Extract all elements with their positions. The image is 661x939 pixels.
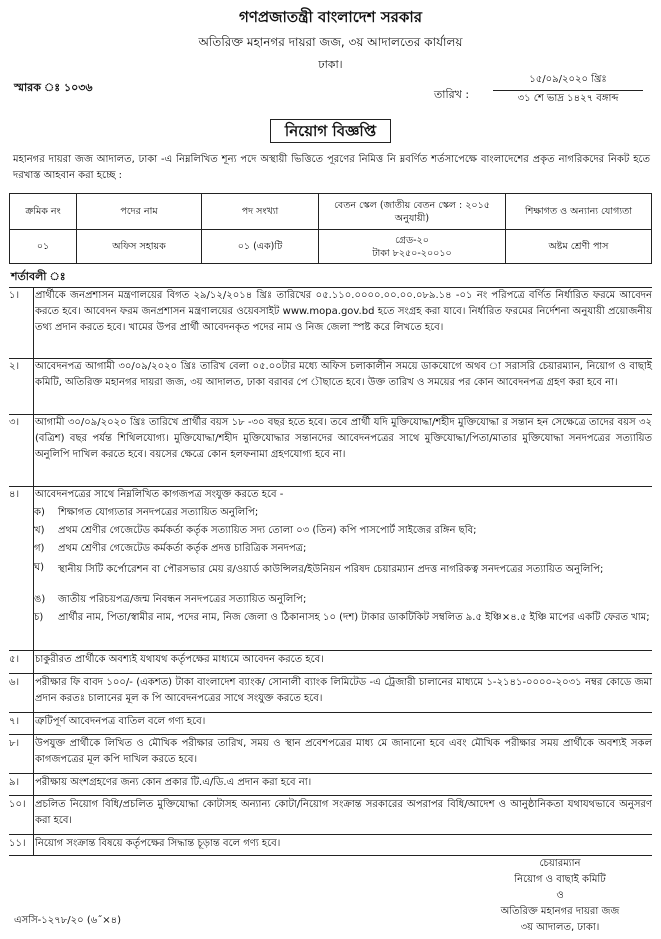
- sub-number: ক): [34, 507, 45, 518]
- cell-qualification: অষ্টম শ্রেণী পাস: [506, 230, 652, 264]
- notice-title: নিয়োগ বিজ্ঞপ্তি: [270, 119, 391, 143]
- sub-text: স্থানীয় সিটি কর্পোরেশন বা পৌরসভার মেয় র/ওয়ার্ড কাউন্সিলর/ইউনিয়ন পরিষদ চেয়ারম্যান প্রদত্ত নাগরিকত্ব সনদপত্রের সত্যায়িত অনুলিপি;: [58, 564, 604, 575]
- condition-4: [9, 487, 652, 505]
- condition-text: পরীক্ষার ফি বাবদ ১০০/- (একশত) টাকা বাংলাদেশ ব্যাংক/ সোনালী ব্যাংক লিমিটেড -এ ট্রেজারী চালানের মাধ্যমে ১-২১৪১-০০০০-২০৩১ নম্বর কোডে জমা প্রদান করতঃ চালানের মূল ক পি আবেদনপত্রের সাথে সংযুক্ত করতে হবে।: [35, 677, 652, 704]
- condition-number: ৪।: [9, 489, 20, 500]
- cell-count: ০১ (এক)টি: [202, 230, 319, 264]
- condition-number: ১১।: [9, 838, 26, 849]
- condition-1: [9, 288, 652, 356]
- condition-number: ৭।: [9, 716, 20, 727]
- date-label: তারিখ :: [434, 88, 470, 101]
- signature-and: ও: [556, 890, 564, 901]
- condition-text: আবেদনপত্র আগামী ৩০/০৯/২০২০ খ্রিঃ তারিখ বেলা ০৫.০০টার মধ্যে অফিস চলাকালীন সময়ে ডাকযোগে অথব া সরাসরি চেয়ারম্যান, নিয়োগ ও বাছাই কমিটি, অতিরিক্ত মহানগর দায়রা জজ, ৩য় আদালত, ঢাকা বরাবর পে ৗছাতে হবে। উক্ত তারিখ ও সময়ের পর কোন আবেদনপত্র গ্রহণ করা হবে না।: [35, 361, 652, 388]
- condition-8: [9, 736, 652, 772]
- sub-text: শিক্ষাগত যোগ্যতার সনদপত্রের সত্যায়িত অনুলিপি;: [58, 507, 259, 518]
- th-post: পদের নাম: [77, 194, 202, 230]
- condition-text: প্রার্থীকে জনপ্রশাসন মন্ত্রণালয়ের বিগত ২৯/১২/২০১৪ খ্রিঃ তারিখের ০৫.১১০.০০০০.০০.০০.০৮৯.১৪ -০১ নং পরিপত্রে বর্ণিত নির্ধারিত ফরমে আবেদন করতে হবে। আবেদন ফরম জনপ্রশাসন মন্ত্রণালয়ের ওয়েবসাইট www.mopa.gov.bd হতে সংগ্রহ করা যাবে। নির্ধারিত ফরমের নির্দেশনা অনুযায়ী প্রয়োজনীয় তথ্য প্রদান করতে হবে। খামের উপর প্রার্থী আবেদনকৃত পদের নাম ও নিজ জেলা স্পষ্ট করে লিখতে হবে।: [35, 290, 652, 333]
- condition-number: ৮।: [9, 738, 20, 749]
- footer-code: এসসি-১২৭৮/২০ (৬˝×৪): [14, 915, 121, 926]
- title-wrap: [0, 120, 661, 145]
- condition-text: আগামী ৩০/০৯/২০২০ খ্রিঃ তারিখে প্রার্থীর বয়স ১৮ -৩০ বছর হতে হবে। তবে প্রার্থী যদি মুক্তিযোদ্ধা/শহীদ মুক্তিযোদ্ধা র সন্তান হন সেক্ষেত্রে তাদের বয়স ৩২ (বত্রিশ) বছর পর্যন্ত শিথিলযোগ্য। মুক্তিযোদ্ধা/শহীদ মুক্তিযোদ্ধার সন্তানদের আবেদনপত্রের সাথে মুক্তিযোদ্ধা/পিতা/মাতার মুক্তিযোদ্ধা সনদপত্রের সত্যায়িত অনুলিপি দাখিল করতে হবে। বয়সের ক্ষেত্রে কোন হলফনামা গ্রহণযোগ্য হবে না।: [35, 417, 652, 460]
- cell-post: অফিস সহায়ক: [77, 230, 202, 264]
- condition-3: [9, 415, 652, 483]
- condition-2: [9, 359, 652, 411]
- sub-number: গ): [34, 543, 45, 554]
- signature-role: চেয়ারম্যান: [539, 858, 581, 869]
- condition-10: [9, 797, 652, 833]
- condition-number: ৯।: [9, 777, 20, 788]
- condition-11: [9, 836, 652, 854]
- th-count: পদ সংখ্যা: [202, 194, 319, 230]
- sub-number: খ): [34, 525, 45, 536]
- condition-text: আবেদনপত্রের সাথে নিম্নলিখিত কাগজপত্র সংযুক্ত করতে হবে -: [35, 489, 284, 500]
- condition-6: [9, 675, 652, 711]
- sub-number: ঘ): [34, 562, 45, 573]
- condition-number: ১।: [9, 290, 20, 301]
- gov-title: গণপ্রজাতন্ত্রী বাংলাদেশ সরকার: [239, 8, 422, 26]
- signature-block: [470, 856, 650, 936]
- cell-salary-range: টাকা ৮২৫০-২০০১০: [372, 247, 452, 259]
- date-gregorian: ১৫/০৯/২০২০ খ্রিঃ: [493, 72, 643, 91]
- rule: [9, 795, 652, 796]
- office-city: ঢাকা।: [318, 58, 343, 71]
- condition-7: [9, 714, 652, 732]
- condition-text: পরীক্ষায় অংশগ্রহণের জন্য কোন প্রকার টি.এ/ডি.এ প্রদান করা হবে না।: [35, 777, 312, 788]
- condition-text: নিয়োগ সংক্রান্ত বিষয়ে কর্তৃপক্ষের সিদ্ধান্ত চূড়ান্ত বলে গণ্য হবে।: [35, 838, 281, 849]
- sub-number: ঙ): [34, 594, 46, 605]
- rule: [9, 673, 652, 674]
- condition-number: ৫।: [9, 654, 20, 665]
- rule: [33, 287, 34, 855]
- sub-number: চ): [34, 612, 44, 623]
- cell-salary: [319, 230, 506, 264]
- th-salary: বেতন স্কেল (জাতীয় বেতন স্কেল : ২০১৫ অনুযায়ী): [319, 194, 506, 230]
- condition-text: উপযুক্ত প্রার্থীকে লিখিত ও মৌখিক পরীক্ষার তারিখ, সময় ও স্থান প্রবেশপত্রের মাধ্য মে জানানো হবে এবং মৌখিক পরীক্ষার সময় প্রার্থীকে অবশ্যই সকল কাগজপত্রের মূল কপি দাখিল করতে হবে।: [35, 738, 652, 765]
- sub-text: প্রথম শ্রেণীর গেজেটেড কর্মকর্তা কর্তৃক প্রদত্ত চারিত্রিক সনদপত্র;: [58, 543, 307, 554]
- rule: [9, 734, 652, 735]
- memo-number: স্মারক ঃ ১০৩৬: [14, 81, 93, 94]
- condition-number: ৩।: [9, 417, 20, 428]
- th-qualification: শিক্ষাগত ও অন্যান্য যোগ্যতা: [506, 194, 652, 230]
- condition-number: ১০।: [9, 799, 26, 810]
- office-name: অতিরিক্ত মহানগর দায়রা জজ, ৩য় আদালতের কার্যালয়: [198, 35, 463, 49]
- sub-text: প্রার্থীর নাম, পিতা/স্বামীর নাম, পদের নাম, নিজ জেলা ও ঠিকানাসহ ১০ (দশ) টাকার ডাকটিকিট সম্বলিত ৯.৫ ইঞ্চি×৪.৫ ইঞ্চি মাপের একটি ফেরত খাম;: [58, 612, 650, 623]
- condition-text: ত্রুটিপূর্ণ আবেদনপত্র বাতিল বলে গণ্য হবে।: [35, 716, 206, 727]
- rule: [9, 834, 652, 835]
- condition-text: প্রচলিত নিয়োগ বিধি/প্রচলিত মুক্তিযোদ্ধা কোটাসহ অন্যান্য কোটা/নিয়োগ সংক্রান্ত সরকারের অপরাপর বিধি/আদেশ ও আনুষ্ঠানিকতা যথাযথভাবে অনুসরণ করা হবে।: [35, 799, 652, 826]
- signature-court: ৩য় আদালত, ঢাকা।: [520, 922, 600, 933]
- condition-5: [9, 652, 652, 670]
- condition-text: চাকুরীরত প্রার্থীকে অবশ্যই যথাযথ কর্তৃপক্ষের মাধ্যমে আবেদন করতে হবে।: [35, 654, 324, 665]
- vacancy-table: [9, 193, 652, 264]
- rule: [9, 650, 652, 651]
- th-serial: ক্রমিক নং: [10, 194, 77, 230]
- signature-office: অতিরিক্ত মহানগর দায়রা জজ: [500, 906, 620, 917]
- condition-9: [9, 775, 652, 793]
- sub-text: জাতীয় পরিচয়পত্র/জন্ম নিবন্ধন সনদপত্রের সত্যায়িত অনুলিপি;: [58, 594, 307, 605]
- sub-text: প্রথম শ্রেণীর গেজেটেড কর্মকর্তা কর্তৃক সত্যায়িত সদ্য তোলা ০৩ (তিন) কপি পাসপোর্ট সাইজের রঙ্গিন ছবি;: [58, 525, 477, 536]
- date-bengali: ৩১ শে ভাদ্র ১৪২৭ বঙ্গাব্দ: [517, 93, 619, 104]
- condition-number: ২।: [9, 361, 20, 372]
- conditions-title: শর্তাবলী ঃ: [11, 270, 66, 283]
- cell-grade: গ্রেড-২০: [395, 234, 429, 246]
- rule: [9, 773, 652, 774]
- cell-serial: ০১: [10, 230, 77, 264]
- condition-number: ৬।: [9, 677, 20, 688]
- rule: [9, 712, 652, 713]
- intro-text: মহানগর দায়রা জজ আদালত, ঢাকা -এ নিম্নলিখিত শূন্য পদে অস্থায়ী ভিত্তিতে পূরণের নিমিত্ত নি ম্নবর্ণিত শর্তসাপেক্ষে বাংলাদেশের প্রকৃত নাগরিকদের নিকট হতে দরখাস্ত আহবান করা হচ্ছে :: [13, 154, 650, 181]
- signature-committee: নিয়োগ ও বাছাই কমিটি: [514, 874, 606, 885]
